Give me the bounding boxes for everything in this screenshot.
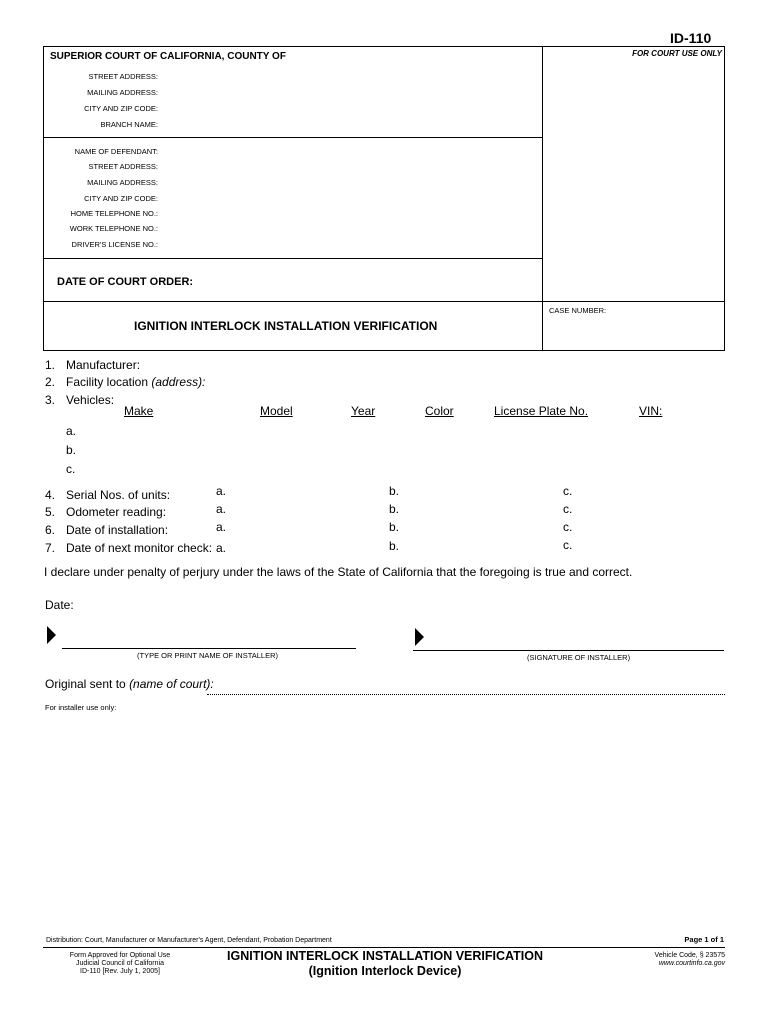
vehicle-row-c: c.: [66, 462, 76, 476]
serial-a: a.: [216, 484, 227, 498]
page-number: Page 1 of 1: [684, 935, 724, 944]
court-title: SUPERIOR COURT OF CALIFORNIA, COUNTY OF: [50, 51, 286, 62]
vehicles-label: Vehicles:: [66, 393, 115, 407]
court-use-label: FOR COURT USE ONLY: [632, 49, 722, 58]
defendant-city-label: CITY AND ZIP CODE:: [84, 194, 158, 203]
monitor-c: c.: [563, 538, 573, 552]
serial-nos-label: Serial Nos. of units:: [66, 488, 171, 502]
vehicle-year-header: Year: [351, 404, 376, 418]
monitor-b: b.: [389, 539, 400, 553]
distribution-text: Distribution: Court, Manufacturer or Manufacturer's Agent, Defendant, Probation Department: [46, 937, 332, 944]
court-mailing-label: MAILING ADDRESS:: [87, 88, 158, 97]
approval-info: Form Approved for Optional Use Judicial Council of California ID-110 [Rev. July 1, 2005]: [69, 952, 171, 975]
footer-divider: [43, 947, 725, 948]
installer-name-field[interactable]: [62, 648, 356, 649]
defendant-name-label: NAME OF DEFENDANT:: [74, 147, 158, 156]
arrow-icon: [47, 626, 56, 644]
vehicle-model-header: Model: [260, 404, 293, 418]
divider: [44, 301, 724, 302]
item6-num: 6.: [45, 523, 56, 537]
odometer-label: Odometer reading:: [66, 505, 167, 519]
item2-num: 2.: [45, 375, 56, 389]
item7-num: 7.: [45, 541, 56, 555]
facility-location-label: Facility location (address):: [66, 375, 206, 389]
vehicle-vin-header: VIN:: [639, 404, 663, 418]
installer-use-label: For installer use only:: [45, 703, 117, 712]
divider: [44, 137, 542, 138]
vehicle-plate-header: License Plate No.: [494, 404, 589, 418]
court-street-label: STREET ADDRESS:: [88, 72, 158, 81]
vehicle-code-info: Vehicle Code, § 23575 www.courtinfo.ca.gov: [654, 952, 725, 967]
court-branch-label: BRANCH NAME:: [100, 120, 158, 129]
item4-num: 4.: [45, 488, 56, 502]
monitor-check-label: Date of next monitor check:: [66, 541, 213, 555]
date-of-court-order-label: DATE OF COURT ORDER:: [57, 276, 194, 288]
item5-num: 5.: [45, 505, 56, 519]
item3-num: 3.: [45, 393, 56, 407]
work-phone-label: WORK TELEPHONE NO.:: [69, 224, 158, 233]
defendant-mailing-label: MAILING ADDRESS:: [87, 178, 158, 187]
odometer-c: c.: [563, 502, 573, 516]
form-title: IGNITION INTERLOCK INSTALLATION VERIFICATION: [134, 319, 438, 333]
defendant-street-label: STREET ADDRESS:: [88, 162, 158, 171]
case-number-label: CASE NUMBER:: [549, 306, 607, 315]
declaration: I declare under penalty of perjury under the laws of the State of California that the foregoing is true and correct.: [44, 565, 633, 579]
date-label: Date:: [45, 598, 74, 612]
court-city-label: CITY AND ZIP CODE:: [84, 104, 158, 113]
form-id: ID-110: [670, 30, 712, 46]
odometer-b: b.: [389, 502, 400, 516]
manufacturer-label: Manufacturer:: [66, 358, 141, 372]
installer-name-caption: (TYPE OR PRINT NAME OF INSTALLER): [137, 651, 278, 660]
arrow-icon: [415, 628, 424, 646]
installation-c: c.: [563, 520, 573, 534]
serial-c: c.: [563, 484, 573, 498]
original-sent-label: Original sent to (name of court):: [45, 677, 214, 691]
installer-signature-field[interactable]: [413, 650, 724, 651]
vehicle-row-a: a.: [66, 424, 77, 438]
item1-num: 1.: [45, 358, 56, 372]
divider: [44, 258, 542, 259]
vehicle-make-header: Make: [124, 404, 154, 418]
license-label: DRIVER'S LICENSE NO.:: [71, 240, 158, 249]
installation-b: b.: [389, 520, 400, 534]
installer-signature-caption: (SIGNATURE OF INSTALLER): [527, 653, 631, 662]
installation-date-label: Date of installation:: [66, 523, 169, 537]
column-divider: [542, 47, 543, 350]
court-name-field[interactable]: [207, 694, 725, 695]
footer-title: IGNITION INTERLOCK INSTALLATION VERIFICATION (Ignition Interlock Device): [227, 949, 543, 978]
vehicle-color-header: Color: [425, 404, 454, 418]
home-phone-label: HOME TELEPHONE NO.:: [70, 209, 158, 218]
vehicle-row-b: b.: [66, 443, 77, 457]
odometer-a: a.: [216, 502, 227, 516]
monitor-a: a.: [216, 541, 227, 555]
installation-a: a.: [216, 520, 227, 534]
serial-b: b.: [389, 484, 400, 498]
